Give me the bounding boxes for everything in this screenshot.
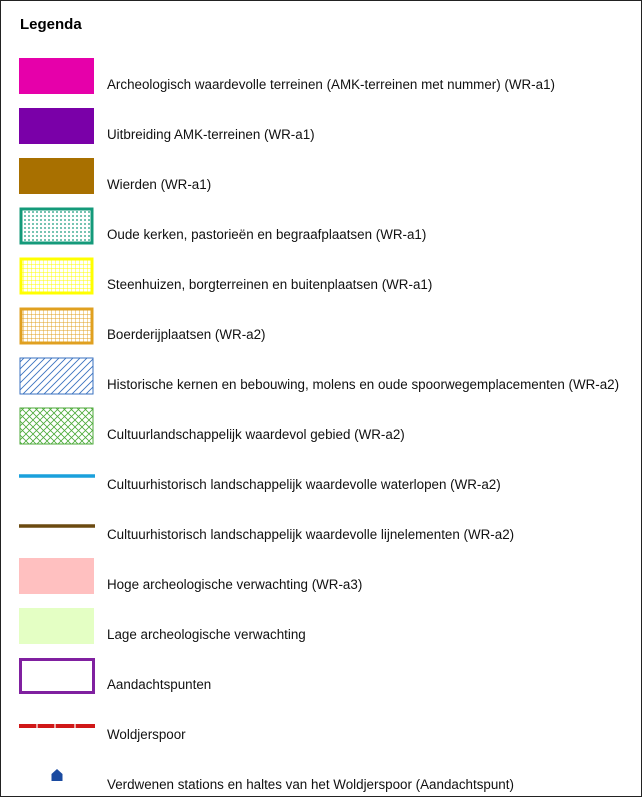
legend-item-label: Cultuurlandschappelijk waardevol gebied (WR-a2): [107, 427, 405, 442]
legend-item-label: Aandachtspunten: [107, 677, 212, 692]
legend-item: [1, 706, 641, 754]
legend-swatch: [19, 606, 95, 646]
legend-item: [1, 156, 641, 204]
legend-item: [1, 506, 641, 554]
legend-item-label: Woldjerspoor: [107, 727, 186, 742]
cross-hatch-swatch: [19, 406, 95, 446]
legend-swatch: [19, 56, 95, 96]
legend-item-label: Archeologisch waardevolle terreinen (AMK-terreinen met nummer) (WR-a1): [107, 77, 555, 92]
legend-swatch: [19, 106, 95, 146]
outline-swatch: [19, 656, 95, 696]
line-symbol: [19, 456, 95, 496]
legend-item-label: Boerderijplaatsen (WR-a2): [107, 327, 266, 342]
dotted-pattern-swatch: [19, 206, 95, 246]
legend-item-label: Cultuurhistorisch landschappelijk waardevolle waterlopen (WR-a2): [107, 477, 501, 492]
legend-item-label: Verdwenen stations en haltes van het Woldjerspoor (Aandachtspunt): [107, 777, 514, 792]
legend-item: [1, 556, 641, 604]
legend-item: [1, 56, 641, 104]
legend-swatch: [19, 556, 95, 596]
legend-item-label: Steenhuizen, borgterreinen en buitenplaatsen (WR-a1): [107, 277, 433, 292]
legend-item: [1, 206, 641, 254]
legend-item: [1, 406, 641, 454]
legend-item-label: Oude kerken, pastorieën en begraafplaatsen (WR-a1): [107, 227, 427, 242]
station-marker-icon: [19, 756, 95, 796]
legend-item: [1, 306, 641, 354]
legend-item: [1, 606, 641, 654]
grid-pattern-swatch: [19, 256, 95, 296]
legend-swatch: [19, 156, 95, 196]
legend-item: [1, 456, 641, 504]
grid-pattern-swatch: [19, 306, 95, 346]
legend-item-label: Historische kernen en bebouwing, molens en oude spoorwegemplacementen (WR-a2): [107, 377, 620, 392]
legend-item-label: Wierden (WR-a1): [107, 177, 212, 192]
legend-item-label: Uitbreiding AMK-terreinen (WR-a1): [107, 127, 315, 142]
legend-item: [1, 256, 641, 304]
legend-item-label: Cultuurhistorisch landschappelijk waardevolle lijnelementen (WR-a2): [107, 527, 515, 542]
legend-title: Legenda: [20, 16, 82, 33]
legend-item-label: Hoge archeologische verwachting (WR-a3): [107, 577, 363, 592]
diagonal-hatch-swatch: [19, 356, 95, 396]
legend-item: [1, 656, 641, 704]
legend-item: [1, 356, 641, 404]
line-symbol: [19, 506, 95, 546]
railway-line-symbol: [19, 706, 95, 746]
legend-item: [1, 106, 641, 154]
legend-item-label: Lage archeologische verwachting: [107, 627, 306, 642]
